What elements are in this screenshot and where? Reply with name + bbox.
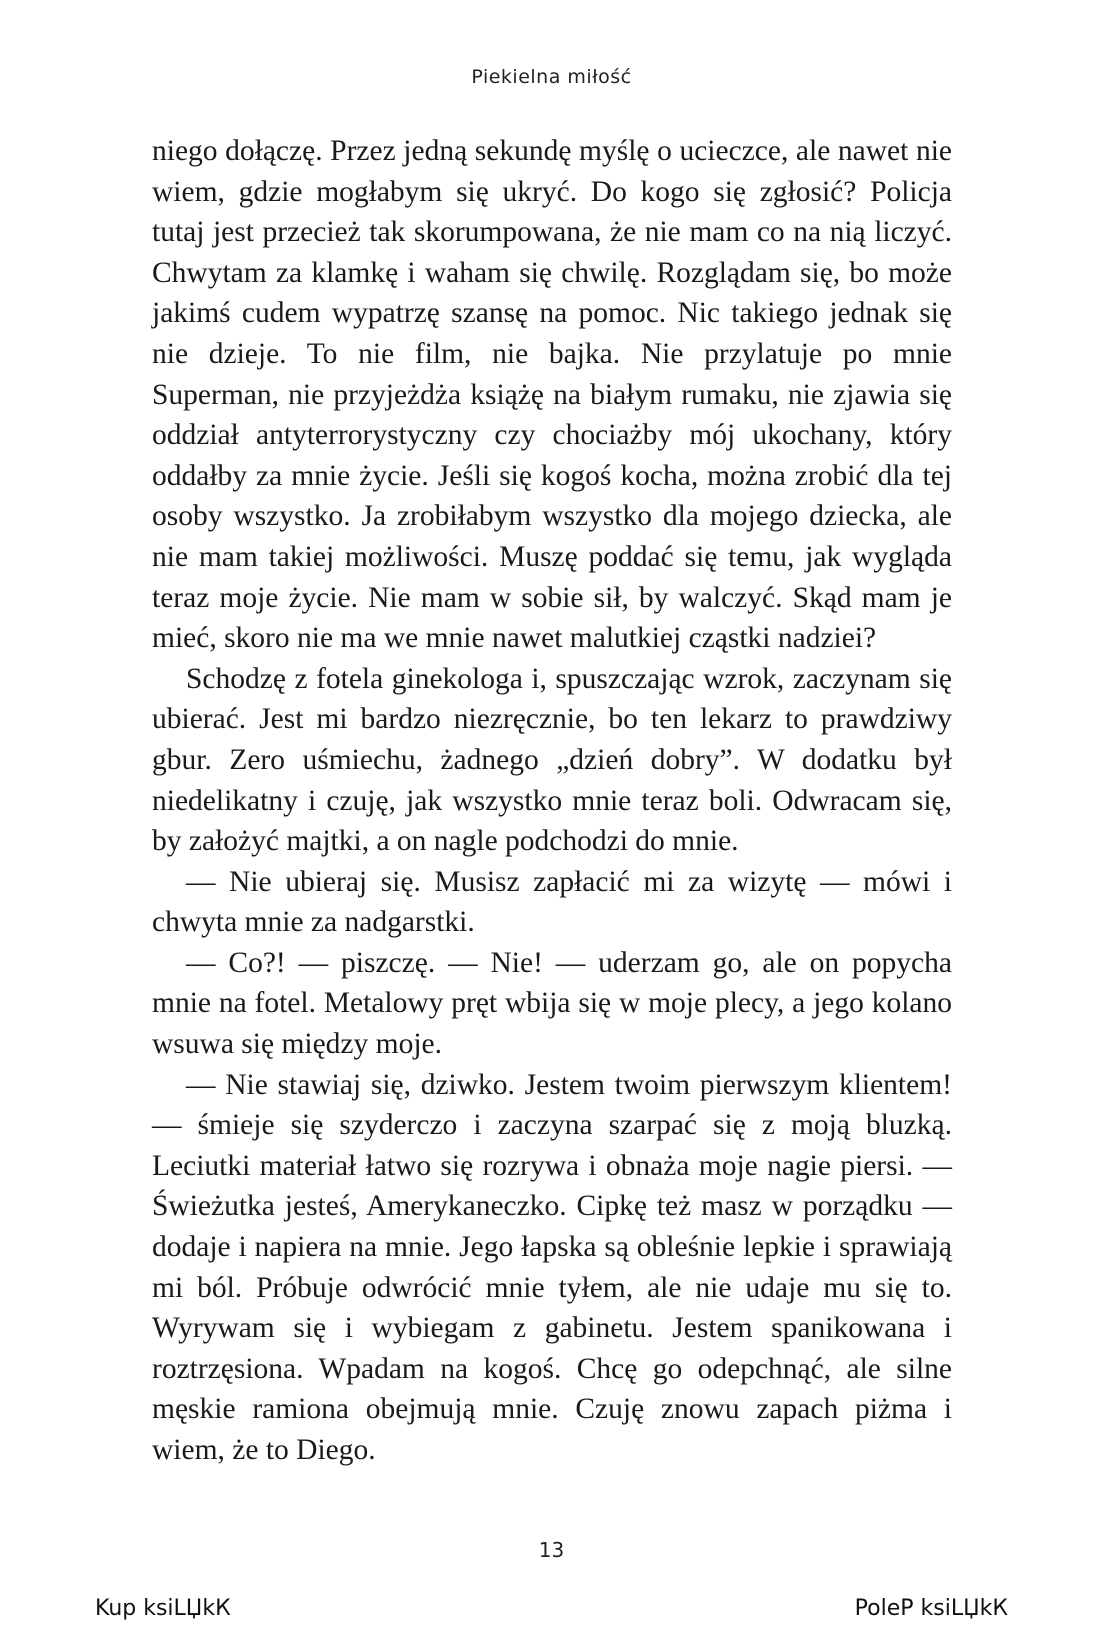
buy-book-link[interactable]: Kup ksiLЏkК bbox=[95, 1596, 231, 1621]
body-text bbox=[152, 131, 952, 1471]
paragraph: — Co?! — piszczę. — Nie! — uderzam go, ale on popycha mnie na fotel. Metalowy pręt wbija się w moje plecy, a jego kolano wsuwa się między moje. bbox=[152, 946, 952, 1061]
paragraph: niego dołączę. Przez jedną sekundę myślę o ucieczce, ale nawet nie wiem, gdzie mogłabym się ukryć. Do kogo się zgłosić? Policja tutaj jest przecież tak skorumpowana, że nie mam co na nią liczyć. Chwytam za klamkę i waham się chwilę. Rozglądam się, bo może jakimś cudem wypatrzę szansę na pomoc. Nic takiego jednak się nie dzieje. To nie film, nie bajka. Nie przylatuje po mnie Superman, nie przyjeżdża książę na białym rumaku, nie zjawia się oddział antyterrorystyczny czy chociażby mój ukochany, który oddałby za mnie życie. Jeśli się kogoś kocha, można zrobić dla tej osoby wszystko. Ja zrobiłabym wszystko dla mojego dziecka, ale nie mam takiej możliwości. Muszę poddać się temu, jak wygląda teraz moje życie. Nie mam w sobie sił, by walczyć. Skąd mam je mieć, skoro nie ma we mnie nawet malutkiej cząstki nadziei? bbox=[152, 135, 952, 655]
recommend-book-link[interactable]: PoleР ksiLЏkК bbox=[854, 1596, 1008, 1621]
running-title: Piekielna miłość bbox=[471, 66, 632, 88]
page-number: 13 bbox=[538, 1538, 565, 1562]
paragraph: — Nie ubieraj się. Musisz zapłacić mi za wizytę — mówi i chwyta mnie za nadgarstki. bbox=[152, 865, 952, 939]
paragraph: — Nie stawiaj się, dziwko. Jestem twoim pierwszym klientem! — śmieje się szyderczo i zaczyna szarpać się z moją bluzką. Leciutki materiał łatwo się rozrywa i obnaża moje nagie piersi. — Świeżutka jesteś, Amerykaneczko. Cipkę też masz w porządku — dodaje i napiera na mnie. Jego łapska są obleśnie lepkie i sprawiają mi ból. Próbuje odwrócić mnie tyłem, ale nie udaje mu się to. Wyrywam się i wybiegam z gabinetu. Jestem spanikowana i roztrzęsiona. Wpadam na kogoś. Chcę go odepchnąć, ale silne męskie ramiona obejmują mnie. Czuję znowu zapach piżma i wiem, że to Diego. bbox=[152, 1068, 952, 1466]
paragraph: Schodzę z fotela ginekologa i, spuszczając wzrok, zaczynam się ubierać. Jest mi bardzo niezręcznie, bo ten lekarz to prawdziwy gbur. Zero uśmiechu, żadnego „dzień dobry”. W dodatku był niedelikatny i czuję, jak wszystko mnie teraz boli. Odwracam się, by założyć majtki, a on nagle podchodzi do mnie. bbox=[152, 662, 952, 858]
